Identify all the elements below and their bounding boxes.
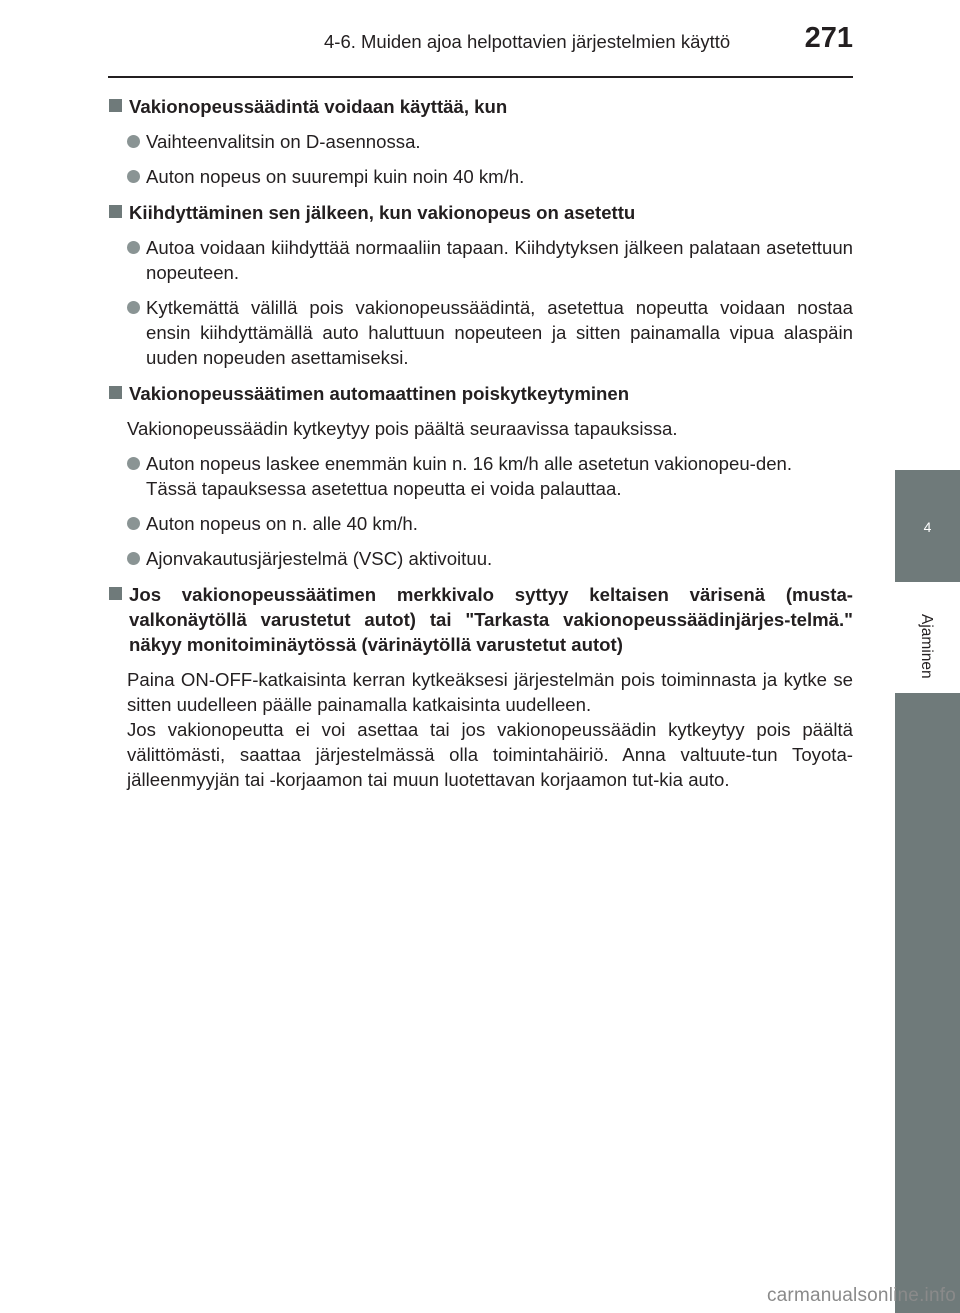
list-item <box>108 451 853 501</box>
page-header <box>108 0 853 80</box>
section-heading <box>108 94 853 119</box>
section-heading <box>108 381 853 406</box>
list-item <box>108 129 853 154</box>
list-item-text: Auton nopeus on suurempi kuin noin 40 km/h. <box>146 166 525 187</box>
square-bullet-icon <box>109 99 122 112</box>
heading-text: Kiihdyttäminen sen jälkeen, kun vakionopeus on asetettu <box>129 202 636 223</box>
section-heading <box>108 200 853 225</box>
paragraph: Vakionopeussäädin kytkeytyy pois päältä seuraavissa tapauksissa. <box>127 418 678 439</box>
list-item-text: Kytkemättä välillä pois vakionopeussäädintä, asetettua nopeutta voidaan nostaa ensin kiihdyttämällä auto haluttuun nopeuteen ja sitten painamalla vipua alaspäin uuden nopeuden asettamiseksi. <box>146 297 853 368</box>
page-number: 271 <box>804 22 853 54</box>
chapter-number: 4 <box>923 519 932 535</box>
chapter-side-tab <box>895 0 960 1313</box>
chapter-label-block <box>895 584 960 691</box>
list-item <box>108 235 853 285</box>
list-item-text: Autoa voidaan kiihdyttää normaaliin tapaan. Kiihdytyksen jälkeen palataan asetettuun nopeuteen. <box>146 237 853 283</box>
list-item-note: Tässä tapauksessa asetettua nopeutta ei voida palauttaa. <box>146 478 622 499</box>
header-divider <box>108 76 853 78</box>
list-item-text: Auton nopeus laskee enemmän kuin n. 16 km/h alle asetetun vakionopeu-den. <box>146 453 793 474</box>
list-item-text: Auton nopeus on n. alle 40 km/h. <box>146 513 418 534</box>
watermark: carmanualsonline.info <box>766 1285 956 1306</box>
section-title: 4-6. Muiden ajoa helpottavien järjestelmien käyttö <box>324 31 731 52</box>
round-bullet-icon <box>127 517 140 530</box>
round-bullet-icon <box>127 301 140 314</box>
square-bullet-icon <box>109 386 122 399</box>
side-tab-fill <box>895 693 960 1313</box>
list-item <box>108 546 853 571</box>
round-bullet-icon <box>127 457 140 470</box>
chapter-label: Ajaminen <box>918 614 935 679</box>
list-item <box>108 295 853 370</box>
round-bullet-icon <box>127 552 140 565</box>
list-item <box>108 511 853 536</box>
chapter-number-block <box>895 470 960 582</box>
side-tab-blank <box>895 0 960 470</box>
round-bullet-icon <box>127 135 140 148</box>
square-bullet-icon <box>109 587 122 600</box>
list-item <box>108 164 853 189</box>
page-content <box>108 94 853 792</box>
list-item-text: Ajonvakautusjärjestelmä (VSC) aktivoituu. <box>146 548 493 569</box>
round-bullet-icon <box>127 241 140 254</box>
paragraph <box>108 667 853 792</box>
round-bullet-icon <box>127 170 140 183</box>
heading-text: Jos vakionopeussäätimen merkkivalo syttyy keltaisen värisenä (musta-valkonäytöllä varustetut autot) tai "Tarkasta vakionopeussäädinjärjes-telmä." näkyy monitoiminäytössä (värinäytöllä varustetut autot) <box>129 584 853 655</box>
paragraph-text: Jos vakionopeutta ei voi asettaa tai jos vakionopeussäädin kytkeytyy pois päältä välittömästi, saattaa järjestelmässä olla toimintahäiriö. Anna valtuute-tun Toyota-jälleenmyyjän tai -korjaamon tai muun luotettavan korjaamon tut-kia auto. <box>127 719 853 790</box>
heading-text: Vakionopeussäädintä voidaan käyttää, kun <box>129 96 508 117</box>
section-heading <box>108 582 853 657</box>
square-bullet-icon <box>109 205 122 218</box>
heading-text: Vakionopeussäätimen automaattinen poiskytkeytyminen <box>129 383 630 404</box>
list-item-text: Vaihteenvalitsin on D-asennossa. <box>146 131 421 152</box>
paragraph-text: Paina ON-OFF-katkaisinta kerran kytkeäksesi järjestelmän pois toiminnasta ja kytke se sitten uudelleen päälle painamalla katkaisinta uudelleen. <box>127 669 853 715</box>
